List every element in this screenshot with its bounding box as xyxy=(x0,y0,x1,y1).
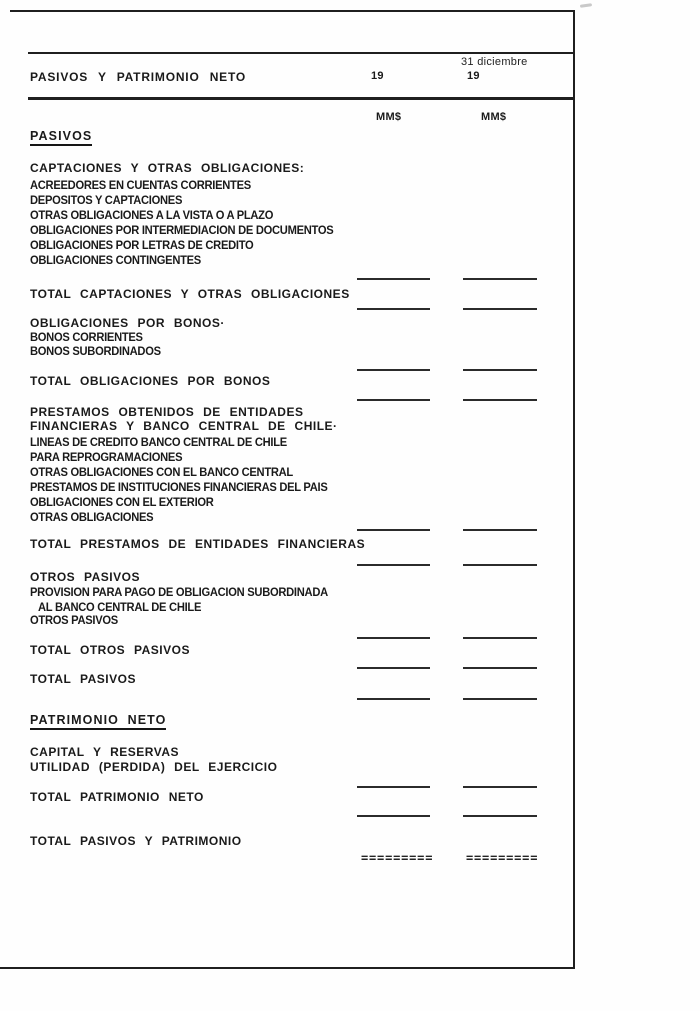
row-label: BONOS CORRIENTES xyxy=(30,330,143,344)
row-label: OTRAS OBLIGACIONES A LA VISTA O A PLAZO xyxy=(30,208,274,222)
amount-fill-line xyxy=(463,786,537,788)
row-label: CAPITAL Y RESERVAS xyxy=(30,745,180,759)
amount-fill-line xyxy=(357,308,430,310)
scan-artifact xyxy=(580,3,592,8)
amount-fill-line xyxy=(357,529,430,531)
amount-fill-line xyxy=(463,815,537,817)
amount-fill-line xyxy=(357,786,430,788)
amount-fill-line xyxy=(357,369,430,371)
amount-fill-line xyxy=(463,529,537,531)
row-label-indented: AL BANCO CENTRAL DE CHILE xyxy=(38,600,202,614)
year-column-left: 19 xyxy=(371,70,384,82)
amount-fill-line xyxy=(463,369,537,371)
row-label: PRESTAMOS DE INSTITUCIONES FINANCIERAS DEL PAIS xyxy=(30,480,328,494)
prestamos-title-line2: FINANCIERAS Y BANCO CENTRAL DE CHILE· xyxy=(30,419,338,433)
unit-label-left: MM$ xyxy=(376,111,402,123)
total-captaciones-label: TOTAL CAPTACIONES Y OTRAS OBLIGACIONES xyxy=(30,287,350,301)
amount-fill-line xyxy=(357,399,430,401)
amount-fill-line xyxy=(463,667,537,669)
amount-fill-line xyxy=(357,667,430,669)
total-bonos-label: TOTAL OBLIGACIONES POR BONOS xyxy=(30,374,271,388)
total-otros-pasivos-label: TOTAL OTROS PASIVOS xyxy=(30,643,190,657)
row-label: DEPOSITOS Y CAPTACIONES xyxy=(30,193,183,207)
row-label: PROVISION PARA PAGO DE OBLIGACION SUBORDINADA xyxy=(30,585,328,599)
amount-fill-line xyxy=(463,698,537,700)
row-label: OTRAS OBLIGACIONES xyxy=(30,510,154,524)
row-label: UTILIDAD (PERDIDA) DEL EJERCICIO xyxy=(30,760,278,774)
prestamos-title-line1: PRESTAMOS OBTENIDOS DE ENTIDADES xyxy=(30,405,304,419)
section-heading-patrimonio: PATRIMONIO NETO xyxy=(30,713,166,730)
otros-pasivos-title: OTROS PASIVOS xyxy=(30,570,140,584)
row-label: BONOS SUBORDINADOS xyxy=(30,344,161,358)
row-label: OTRAS OBLIGACIONES CON EL BANCO CENTRAL xyxy=(30,465,293,479)
row-label: OBLIGACIONES CON EL EXTERIOR xyxy=(30,495,214,509)
double-rule-right: ========= xyxy=(466,851,539,865)
captaciones-title: CAPTACIONES Y OTRAS OBLIGACIONES: xyxy=(30,161,305,175)
amount-fill-line xyxy=(357,815,430,817)
page-title: PASIVOS Y PATRIMONIO NETO xyxy=(30,70,247,84)
amount-fill-line xyxy=(357,278,430,280)
row-label: ACREEDORES EN CUENTAS CORRIENTES xyxy=(30,178,251,192)
amount-fill-line xyxy=(463,637,537,639)
row-label: PARA REPROGRAMACIONES xyxy=(30,450,183,464)
year-column-right: 19 xyxy=(467,70,480,82)
total-patrimonio-label: TOTAL PATRIMONIO NETO xyxy=(30,790,204,804)
section-heading-pasivos: PASIVOS xyxy=(30,129,92,146)
amount-fill-line xyxy=(357,698,430,700)
row-label: LINEAS DE CREDITO BANCO CENTRAL DE CHILE xyxy=(30,435,287,449)
row-label: OTROS PASIVOS xyxy=(30,613,118,627)
grand-total-label: TOTAL PASIVOS Y PATRIMONIO xyxy=(30,834,242,848)
row-label: OBLIGACIONES CONTINGENTES xyxy=(30,253,201,267)
amount-fill-line xyxy=(463,278,537,280)
unit-label-right: MM$ xyxy=(481,111,507,123)
bottom-border-line xyxy=(0,967,575,969)
date-header: 31 diciembre xyxy=(461,56,528,68)
top-border-line xyxy=(10,10,575,12)
amount-fill-line xyxy=(463,308,537,310)
row-label: OBLIGACIONES POR LETRAS DE CREDITO xyxy=(30,238,254,252)
amount-fill-line xyxy=(357,564,430,566)
right-border-line xyxy=(573,10,575,969)
header-top-rule xyxy=(28,52,574,54)
total-prestamos-label: TOTAL PRESTAMOS DE ENTIDADES FINANCIERAS xyxy=(30,537,366,551)
amount-fill-line xyxy=(357,637,430,639)
bonos-title: OBLIGACIONES POR BONOS· xyxy=(30,316,225,330)
header-bottom-rule xyxy=(28,97,574,100)
double-rule-left: ========= xyxy=(361,851,434,865)
amount-fill-line xyxy=(463,564,537,566)
row-label: OBLIGACIONES POR INTERMEDIACION DE DOCUMENTOS xyxy=(30,223,334,237)
amount-fill-line xyxy=(463,399,537,401)
total-pasivos-label: TOTAL PASIVOS xyxy=(30,672,136,686)
